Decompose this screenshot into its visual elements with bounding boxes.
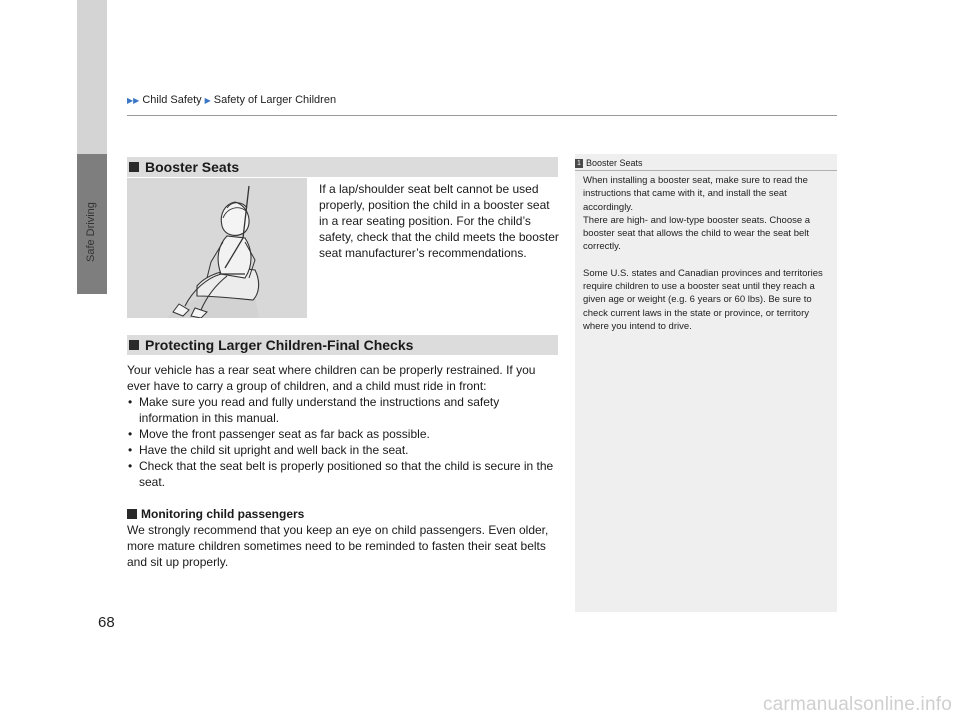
breadcrumb-item-larger-children[interactable]: Safety of Larger Children bbox=[213, 94, 337, 106]
square-bullet-icon bbox=[129, 340, 139, 350]
list-item: • Check that the seat belt is properly positioned so that the child is secure in the seat. bbox=[127, 458, 559, 490]
booster-seat-illustration bbox=[127, 178, 307, 318]
page-number: 68 bbox=[98, 614, 115, 631]
note-index-badge: 1 bbox=[575, 159, 583, 168]
notes-divider bbox=[575, 170, 837, 171]
subheading-text: Monitoring child passengers bbox=[141, 507, 305, 521]
notes-heading bbox=[575, 156, 837, 170]
sidebar-tab-label: Safe Driving bbox=[85, 202, 97, 262]
watermark-text: carmanualsonline.info bbox=[762, 694, 952, 715]
list-item: • Move the front passenger seat as far back as possible. bbox=[127, 426, 559, 442]
header-divider bbox=[127, 115, 837, 116]
section-title: Protecting Larger Children-Final Checks bbox=[145, 337, 414, 353]
square-bullet-icon bbox=[127, 509, 137, 519]
sidebar-notes-panel bbox=[575, 154, 837, 612]
section-heading-final-checks bbox=[127, 335, 558, 355]
sidebar-upper-strip bbox=[77, 0, 107, 154]
monitoring-text: We strongly recommend that you keep an eye on child passengers. Even older, more mature children sometimes need to be reminded to fasten their seat belts and sit up properly. bbox=[127, 523, 549, 569]
final-checks-lead: Your vehicle has a rear seat where children can be properly restrained. If you ever have to carry a group of children, and a child must ride in front: bbox=[127, 363, 536, 393]
list-item: • Have the child sit upright and well back in the seat. bbox=[127, 442, 559, 458]
final-checks-body bbox=[127, 362, 559, 570]
note-paragraph: Some U.S. states and Canadian provinces and territories require children to use a booster seat until they reach a given age or weight (e.g. 6 years or 60 lbs). Be sure to check current laws in the state or province, or territory where you intend to drive. bbox=[583, 267, 823, 332]
note-paragraph: When installing a booster seat, make sure to read the instructions that came with it, and install the seat accordingly. bbox=[583, 175, 808, 213]
booster-seat-intro-text: If a lap/shoulder seat belt cannot be used properly, position the child in a booster seat in a rear seating position. For the child’s safety, check that the child meets the booster seat manufacturer’s recommendations. bbox=[319, 182, 559, 260]
breadcrumb bbox=[127, 94, 336, 106]
final-checks-list bbox=[127, 394, 559, 490]
child-in-booster-seat-icon bbox=[127, 178, 307, 318]
section-title: Booster Seats bbox=[145, 159, 240, 175]
breadcrumb-arrow-icon: ▶▶ bbox=[127, 95, 140, 105]
notes-body bbox=[583, 174, 831, 333]
notes-title: Booster Seats bbox=[586, 158, 643, 168]
section-heading-booster-seats bbox=[127, 157, 558, 177]
note-paragraph: There are high- and low-type booster seats. Choose a booster seat that allows the child to wear the seat belt correctly. bbox=[583, 214, 811, 253]
monitoring-subheading bbox=[127, 506, 559, 522]
breadcrumb-item-child-safety[interactable]: Child Safety bbox=[142, 94, 202, 106]
breadcrumb-arrow-icon: ▶ bbox=[204, 95, 211, 105]
square-bullet-icon bbox=[129, 162, 139, 172]
list-item: • Make sure you read and fully understand the instructions and safety information in this manual. bbox=[127, 394, 559, 426]
